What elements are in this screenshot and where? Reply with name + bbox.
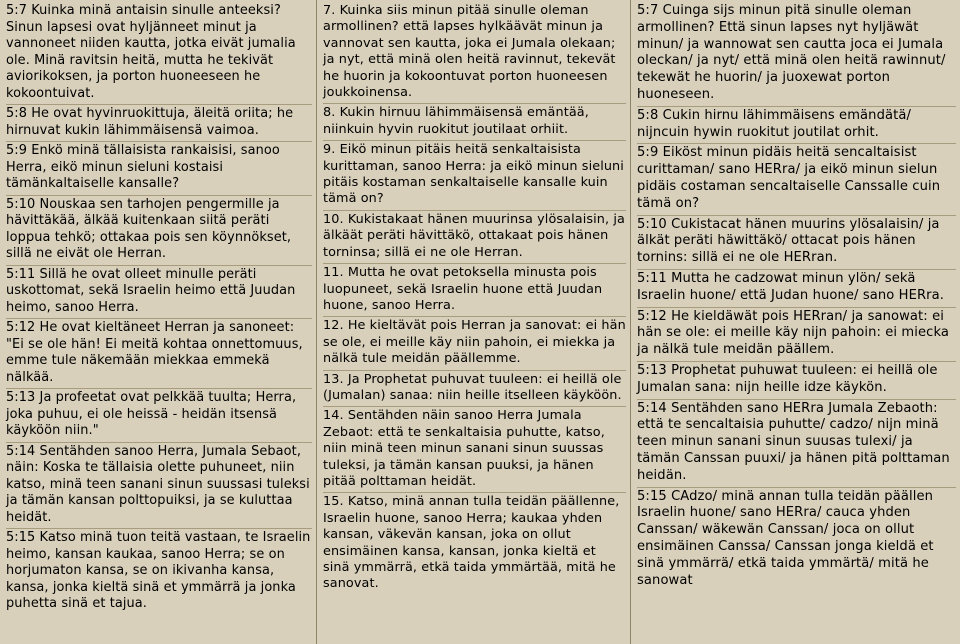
column-1776-translation [317,0,631,644]
verse-cell: 11. Mutta he ovat petoksella minusta pois luopuneet, sekä Israelin huone että Juudan huone, sanoo Herra. [323,264,626,317]
verse-cell: 5:14 Sentähden sanoo Herra, Jumala Sebaot, näin: Koska te tällaisia olette puhuneet, niin katso, minä teen sanani sinun suussasi tuleksi ja tämän kansan polttopuiksi, ja se kuluttaa heidät. [6,443,312,530]
verse-cell: 5:12 He kieldäwät pois HERran/ ja sanowat: ei hän se ole: ei meille käy nijn pahoin: ei miecka ja nälkä tule meidän päällem. [637,308,956,362]
verse-cell: 13. Ja Prophetat puhuvat tuuleen: ei heillä ole (Jumalan) sanaa: niin heille itselleen käyköön. [323,371,626,408]
verse-cell: 5:7 Cuinga sijs minun pitä sinulle oleman armollinen? Että sinun lapses nyt hyljäwät minun/ ja wannowat sen cautta joca ei Jumala oleckan/ ja nyt/ että minä olen heitä rawinnut/ tekewät he huorin/ ja juoxewat porton huoneseen. [637,2,956,107]
verse-cell: 5:13 Ja profeetat ovat pelkkää tuulta; Herra, joka puhuu, ei ole heissä - heidän itsensä käyköön niin." [6,389,312,443]
verse-cell: 5:15 CAdzo/ minä annan tulla teidän päällen Israelin huone/ sano HERra/ cauca yhden Canssan/ wäkewän Canssan/ joca on ollut ensimäinen Canssa/ Canssan jonga kieldä et sinä ymmärrä/ etkä taida ymmärtä/ mitä he sanowat [637,488,934,588]
verse-cell: 5:9 Eiköst minun pidäis heitä sencaltaisist curittaman/ sano HERra/ ja eikö minun sielun pidäis costaman sencaltaiselle Canssalle cuin tämä on? [637,144,956,215]
verse-cell: 5:9 Enkö minä tällaisista rankaisisi, sanoo Herra, eikö minun sieluni kostaisi tämänkaltaiselle kansalle? [6,142,312,196]
verse-cell: 7. Kuinka siis minun pitää sinulle oleman armollinen? että lapses hylkäävät minun ja vannovat sen kautta, joka ei Jumala olekaan; ja nyt, että minä olen heitä ravinnut, tekevät he huorin ja kokoontuvat porton huoneesen joukkoinensa. [323,2,626,104]
verse-cell: 5:11 Mutta he cadzowat minun ylön/ sekä Israelin huone/ että Judan huone/ sano HERra. [637,270,956,308]
verse-cell: 5:12 He ovat kieltäneet Herran ja sanoneet: "Ei se ole hän! Ei meitä kohtaa onnettomuus, emme tule näkemään miekkaa emmekä nälkää. [6,319,312,389]
verse-cell: 9. Eikö minun pitäis heitä senkaltaisista kurittaman, sanoo Herra: ja eikö minun sieluni pitäis kostaman senkaltaiselle kansalle kuin tämä on? [323,141,626,211]
verse-cell: 5:10 Cukistacat hänen muurins ylösalaisin/ ja älkät peräti häwittäkö/ ottacat pois hänen tornins: sillä ei ne ole HERran. [637,216,956,270]
verse-cell: 5:11 Sillä he ovat olleet minulle peräti uskottomat, sekä Israelin heimo että Juudan heimo, sanoo Herra. [6,266,312,320]
verse-cell: 15. Katso, minä annan tulla teidän päällenne, Israelin huone, sanoo Herra; kaukaa yhden kansan, väkevän kansan, joka on ollut ensimäinen kansa, kansan, jonka kieltä et sinä ymmärrä, etkä taida ymmärtää, mitä he sanovat. [323,494,620,592]
column-old-translation [631,0,960,644]
verse-cell: 12. He kieltävät pois Herran ja sanovat: ei hän se ole, ei meille käy niin pahoin, ei miekka ja nälkä tule meidän päällemme. [323,317,626,370]
column-modern-translation [0,0,317,644]
verse-cell: 5:10 Nouskaa sen tarhojen pengermille ja hävittäkää, älkää kuitenkaan siitä peräti loppua tehkö; ottakaa pois sen köynnökset, sillä ne eivät ole Herran. [6,196,312,266]
verse-cell: 5:14 Sentähden sano HERra Jumala Zebaoth: että te sencaltaisia puhutte/ cadzo/ nijn minä teen minun sanani sinun suusas tulexi/ ja tämän Canssan puuxi/ ja hänen pitä polttaman heidän. [637,400,956,488]
verse-cell: 5:13 Prophetat puhuwat tuuleen: ei heillä ole Jumalan sana: nijn heille idze käykön. [637,362,956,400]
verse-cell: 8. Kukin hirnuu lähimmäisensä emäntää, niinkuin hyvin ruokitut joutilaat orhiit. [323,104,626,141]
verse-cell: 5:8 Cukin hirnu lähimmäisens emändätä/ nijncuin hywin ruokitut joutilat orhit. [637,107,956,145]
verse-cell: 10. Kukistakaat hänen muurinsa ylösalaisin, ja älkäät peräti hävittäkö, ottakaat pois hänen torninsa; sillä ei ne ole Herran. [323,211,626,264]
verse-cell: 5:7 Kuinka minä antaisin sinulle anteeksi? Sinun lapsesi ovat hyljänneet minut ja vannoneet niiden kautta, jotka eivät jumalia ole. Minä ravitsin heitä, mutta he tekivät aviorikoksen, ja porton huoneeseen he kokoontuivat. [6,2,312,105]
verse-cell: 14. Sentähden näin sanoo Herra Jumala Zebaot: että te senkaltaisia puhutte, katso, niin minä teen minun sanani sinun suussas tuleksi, ja tämän kansan puuksi, ja hänen pitää polttaman heidät. [323,407,626,493]
verse-cell: 5:15 Katso minä tuon teitä vastaan, te Israelin heimo, kansan kaukaa, sanoo Herra; se on horjumaton kansa, se on ikivanha kansa, kansa, jonka kieltä sinä et ymmärrä ja jonka puhetta sinä et tajua. [6,530,311,611]
verse-cell: 5:8 He ovat hyvinruokittuja, äleitä oriita; he hirnuvat kukin lähimmäisensä vaimoa. [6,105,312,142]
